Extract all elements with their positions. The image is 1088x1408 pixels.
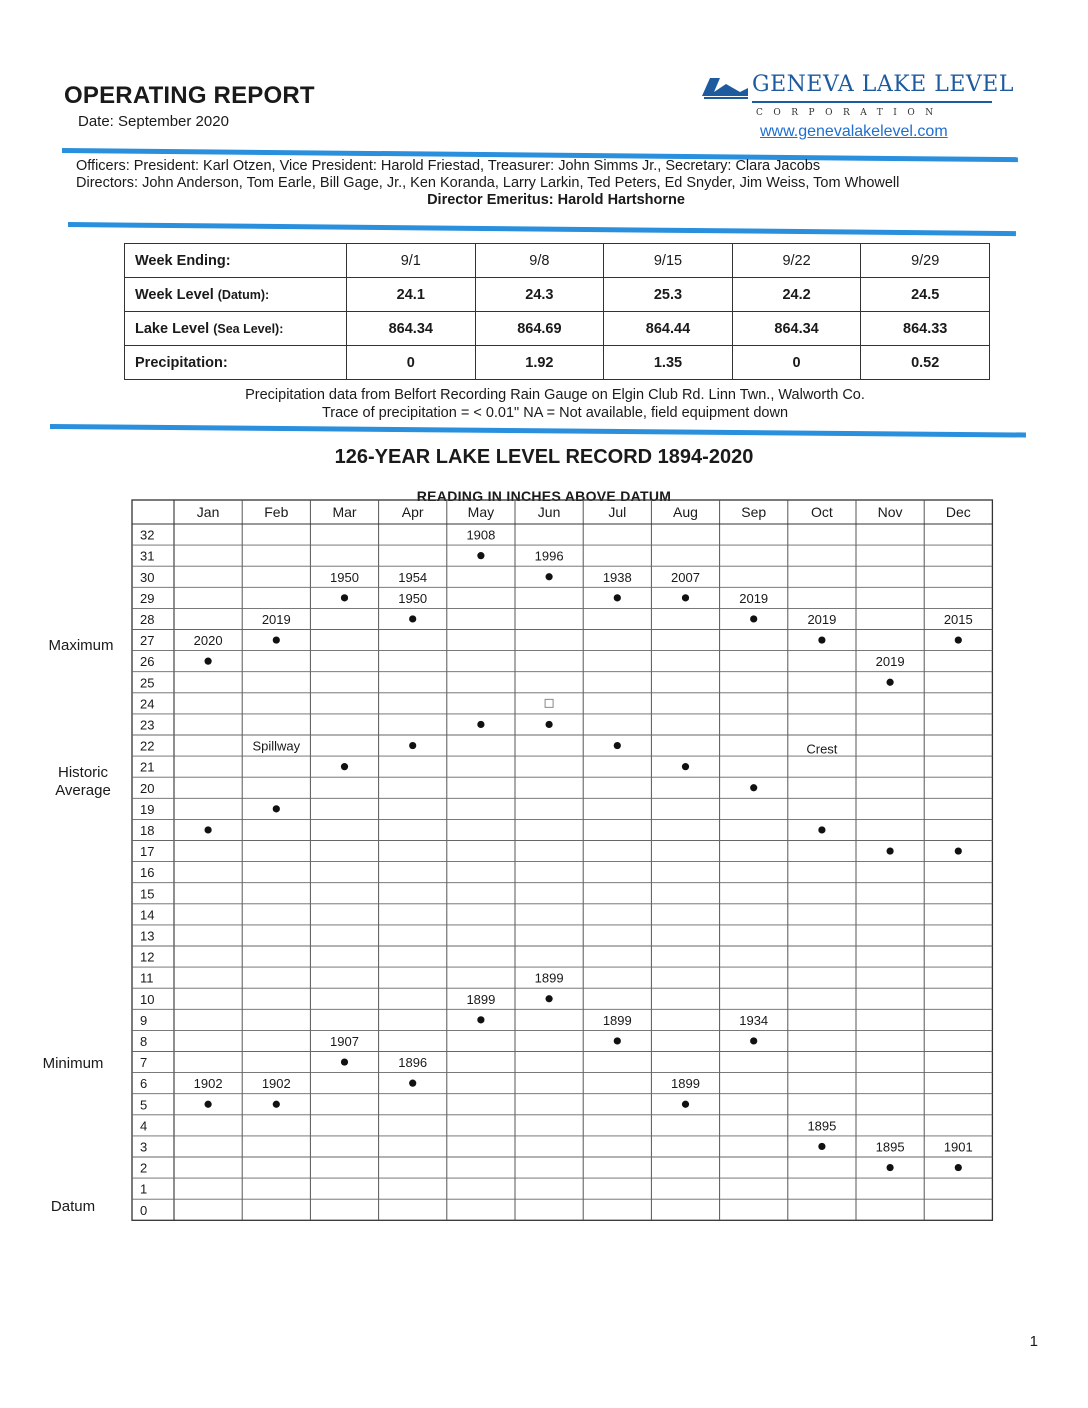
level-cell: 24.1: [347, 278, 476, 312]
row-label-unit: (Datum):: [217, 287, 270, 302]
row-label: Week Ending:: [125, 244, 347, 278]
minimum-year: 1899: [466, 991, 496, 1007]
minimum-dot: [205, 1101, 212, 1108]
crest-label: Crest: [806, 741, 838, 757]
row-label-text: Lake Level: [135, 320, 210, 337]
maximum-year: 2007: [671, 569, 700, 585]
page-number: 1: [1029, 1333, 1038, 1350]
officers-line: Officers: President: Karl Otzen, Vice President: Harold Friestad, Treasurer: John Simms Jr., Secretary: Clara Jacobs: [76, 158, 821, 174]
minimum-dot: [955, 1164, 962, 1171]
average-dot: [477, 721, 484, 728]
current-level-marker: [545, 699, 553, 707]
row-label-text: Week Level: [135, 286, 214, 303]
minimum-dot: [477, 1016, 484, 1023]
minimum-dot: [546, 995, 553, 1002]
average-dot: [682, 763, 689, 770]
maximum-year: 2019: [875, 654, 905, 670]
maximum-dot: [614, 594, 621, 601]
maximum-dot: [750, 615, 757, 622]
minimum-year: 1907: [330, 1033, 359, 1049]
level-label: 18: [140, 822, 155, 838]
level-label: 10: [140, 991, 155, 1007]
level-label: 2: [140, 1160, 148, 1176]
level-label: 9: [140, 1012, 148, 1028]
level-label: 28: [140, 611, 155, 627]
week-cell: 9/22: [732, 244, 861, 278]
minimum-dot: [409, 1080, 416, 1087]
average-dot: [818, 826, 825, 833]
level-label: 25: [140, 675, 155, 691]
level-label: 21: [140, 759, 155, 775]
level-label: 17: [140, 844, 155, 860]
level-label: 29: [140, 590, 155, 606]
level-label: 31: [140, 548, 155, 564]
level-label: 13: [140, 928, 155, 944]
lake-cell: 864.33: [861, 312, 990, 346]
spillway-label: Spillway: [252, 738, 301, 754]
level-label: 0: [140, 1202, 148, 1218]
maximum-year: 1938: [602, 569, 632, 585]
level-label: 8: [140, 1033, 148, 1049]
minimum-year: 1895: [875, 1139, 905, 1155]
level-label: 26: [140, 654, 155, 670]
datum-label: Datum: [50, 1198, 96, 1215]
maximum-dot: [477, 552, 484, 559]
month-header: Sep: [741, 504, 767, 520]
average-dot: [614, 742, 621, 749]
directors-line: Directors: John Anderson, Tom Earle, Bill Gage, Jr., Ken Koranda, Larry Larkin, Ted Peters, Ed Snyder, Jim Weiss, Tom Whowell: [76, 175, 900, 191]
level-label: 32: [140, 527, 155, 543]
month-header: May: [467, 504, 495, 520]
minimum-year: 1902: [193, 1076, 223, 1092]
month-header: Mar: [332, 504, 357, 520]
lake-cell: 864.34: [347, 312, 476, 346]
lake-cell: 864.44: [604, 312, 733, 346]
page-title: OPERATING REPORT: [64, 82, 315, 109]
level-cell: 24.5: [861, 278, 990, 312]
minimum-year: 1902: [261, 1076, 291, 1092]
level-label: 15: [140, 886, 155, 902]
month-header: Dec: [945, 504, 971, 520]
level-label: 27: [140, 633, 155, 649]
maximum-year: 1950: [330, 569, 359, 585]
maximum-dot: [341, 594, 348, 601]
minimum-dot: [887, 1164, 894, 1171]
month-header: Oct: [811, 504, 833, 520]
level-label: 3: [140, 1139, 148, 1155]
month-header: Apr: [401, 504, 424, 520]
average-dot: [750, 784, 757, 791]
row-label: Precipitation:: [125, 346, 347, 380]
minimum-year: 1901: [943, 1139, 973, 1155]
month-header: Aug: [673, 504, 698, 520]
level-label: 24: [140, 696, 155, 712]
level-label: 20: [140, 780, 155, 796]
note-line: Trace of precipitation = < 0.01" NA = Not available, field equipment down: [321, 405, 789, 421]
month-header: Jan: [196, 504, 220, 520]
level-cell: 24.3: [475, 278, 604, 312]
lake-cell: 864.69: [475, 312, 604, 346]
record-title: 126-YEAR LAKE LEVEL RECORD 1894-2020: [334, 446, 754, 468]
maximum-dot: [682, 594, 689, 601]
month-header: Jun: [537, 504, 561, 520]
logo-name: GENEVA LAKE LEVEL: [752, 72, 1014, 97]
maximum-year: 2015: [943, 611, 973, 627]
row-label-unit: (Sea Level):: [213, 321, 284, 336]
level-cell: 25.3: [604, 278, 733, 312]
website-link[interactable]: www.genevalakelevel.com: [760, 123, 948, 140]
level-label: 11: [140, 970, 154, 986]
maximum-year: 2020: [193, 633, 223, 649]
maximum-dot: [409, 615, 416, 622]
minimum-year: 1934: [739, 1012, 769, 1028]
level-cell: 24.2: [732, 278, 861, 312]
average-dot: [887, 847, 894, 854]
average-dot: [205, 826, 212, 833]
logo-subtitle: CORPORATION: [756, 108, 944, 118]
level-label: 5: [140, 1097, 148, 1113]
precip-cell: 0: [732, 346, 861, 380]
minimum-dot: [341, 1058, 348, 1065]
week-cell: 9/15: [604, 244, 733, 278]
precip-cell: 1.92: [475, 346, 604, 380]
note-line: Precipitation data from Belfort Recording Rain Gauge on Elgin Club Rd. Linn Twn., Walworth Co.: [245, 387, 865, 403]
maximum-dot: [818, 636, 825, 643]
maximum-year: 2019: [261, 611, 291, 627]
minimum-year: 1896: [398, 1055, 428, 1071]
maximum-year: 1954: [398, 569, 428, 585]
minimum-dot: [818, 1143, 825, 1150]
level-label: 14: [140, 907, 155, 923]
minimum-year: 1899: [534, 970, 564, 986]
maximum-year: 2019: [807, 611, 837, 627]
week-cell: 9/29: [861, 244, 990, 278]
maximum-dot: [546, 573, 553, 580]
average-dot: [341, 763, 348, 770]
maximum-dot: [955, 636, 962, 643]
minimum-dot: [273, 1101, 280, 1108]
level-label: 23: [140, 717, 155, 733]
minimum-dot: [682, 1101, 689, 1108]
maximum-label: Maximum: [48, 637, 114, 654]
month-header: Jul: [608, 504, 627, 520]
average-dot: [955, 847, 962, 854]
maximum-year: 1908: [466, 527, 496, 543]
report-date: Date: September 2020: [78, 113, 229, 130]
minimum-label: Minimum: [42, 1055, 104, 1072]
maximum-year: 1996: [534, 548, 564, 564]
maximum-dot: [887, 679, 894, 686]
week-cell: 9/8: [475, 244, 604, 278]
average-label: Average: [55, 782, 111, 799]
level-label: 6: [140, 1076, 148, 1092]
average-dot: [546, 721, 553, 728]
average-dot: [409, 742, 416, 749]
minimum-year: 1899: [671, 1076, 700, 1092]
precip-cell: 0: [347, 346, 476, 380]
week-cell: 9/1: [347, 244, 476, 278]
month-header: Nov: [877, 504, 903, 520]
minimum-year: 1895: [807, 1118, 837, 1134]
level-label: 19: [140, 801, 155, 817]
average-dot: [273, 805, 280, 812]
minimum-year: 1899: [602, 1012, 632, 1028]
level-label: 7: [140, 1055, 148, 1071]
month-header: Feb: [264, 504, 289, 520]
level-label: 30: [140, 569, 155, 585]
level-label: 22: [140, 738, 155, 754]
level-label: 1: [140, 1181, 148, 1197]
level-label: 12: [140, 949, 155, 965]
level-label: 16: [140, 865, 155, 881]
lake-cell: 864.34: [732, 312, 861, 346]
maximum-year: 1950: [398, 590, 428, 606]
director-emeritus: Director Emeritus: Harold Hartshorne: [427, 192, 685, 208]
level-label: 4: [140, 1118, 148, 1134]
record-subtitle: READING IN INCHES ABOVE DATUM: [416, 488, 672, 504]
maximum-dot: [205, 658, 212, 665]
minimum-dot: [750, 1037, 757, 1044]
maximum-year: 2019: [739, 590, 769, 606]
historic-label: Historic: [57, 764, 108, 781]
minimum-dot: [614, 1037, 621, 1044]
precip-cell: 1.35: [604, 346, 733, 380]
maximum-dot: [273, 636, 280, 643]
precip-cell: 0.52: [861, 346, 990, 380]
